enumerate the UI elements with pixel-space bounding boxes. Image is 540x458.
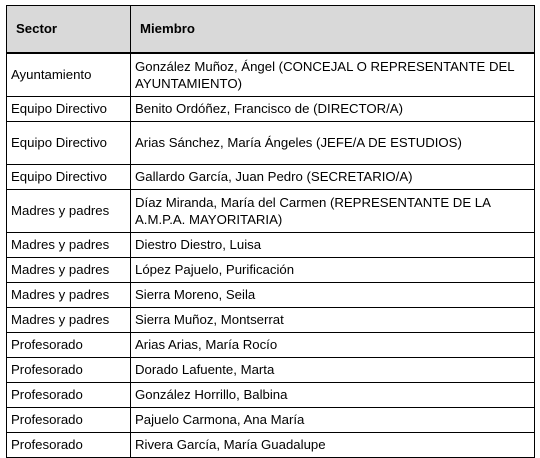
table-row xyxy=(7,408,535,433)
cell-sector: Profesorado xyxy=(7,358,131,383)
members-table xyxy=(6,5,535,458)
table-row xyxy=(7,383,535,408)
cell-miembro: Gallardo García, Juan Pedro (SECRETARIO/A) xyxy=(131,165,535,190)
cell-sector: Madres y padres xyxy=(7,308,131,333)
cell-miembro: Rivera García, María Guadalupe xyxy=(131,433,535,458)
cell-miembro: Díaz Miranda, María del Carmen (REPRESENTANTE DE LA A.M.P.A. MAYORITARIA) xyxy=(131,190,535,233)
cell-sector: Equipo Directivo xyxy=(7,97,131,122)
table-row xyxy=(7,283,535,308)
cell-sector: Ayuntamiento xyxy=(7,53,131,97)
cell-sector: Madres y padres xyxy=(7,258,131,283)
cell-sector: Profesorado xyxy=(7,408,131,433)
table-row xyxy=(7,190,535,233)
column-header-sector: Sector xyxy=(7,6,131,54)
cell-sector: Equipo Directivo xyxy=(7,122,131,165)
table-row xyxy=(7,258,535,283)
cell-sector: Madres y padres xyxy=(7,233,131,258)
members-table-container xyxy=(6,5,534,458)
cell-miembro: Sierra Moreno, Seila xyxy=(131,283,535,308)
table-row xyxy=(7,333,535,358)
cell-sector: Madres y padres xyxy=(7,190,131,233)
cell-miembro: Sierra Muñoz, Montserrat xyxy=(131,308,535,333)
cell-miembro: Diestro Diestro, Luisa xyxy=(131,233,535,258)
table-row xyxy=(7,433,535,458)
cell-miembro: Pajuelo Carmona, Ana María xyxy=(131,408,535,433)
table-row xyxy=(7,97,535,122)
table-row xyxy=(7,53,535,97)
cell-miembro: Arias Arias, María Rocío xyxy=(131,333,535,358)
table-row xyxy=(7,122,535,165)
cell-sector: Profesorado xyxy=(7,383,131,408)
cell-sector: Profesorado xyxy=(7,333,131,358)
table-row xyxy=(7,308,535,333)
column-header-miembro: Miembro xyxy=(131,6,535,54)
cell-miembro: Arias Sánchez, María Ángeles (JEFE/A DE ESTUDIOS) xyxy=(131,122,535,165)
cell-miembro: Benito Ordóñez, Francisco de (DIRECTOR/A) xyxy=(131,97,535,122)
table-row xyxy=(7,165,535,190)
table-row xyxy=(7,233,535,258)
cell-sector: Madres y padres xyxy=(7,283,131,308)
cell-miembro: González Muñoz, Ángel (CONCEJAL O REPRESENTANTE DEL AYUNTAMIENTO) xyxy=(131,53,535,97)
cell-miembro: López Pajuelo, Purificación xyxy=(131,258,535,283)
cell-sector: Profesorado xyxy=(7,433,131,458)
table-row xyxy=(7,358,535,383)
table-header-row xyxy=(7,6,535,54)
cell-sector: Equipo Directivo xyxy=(7,165,131,190)
cell-miembro: González Horrillo, Balbina xyxy=(131,383,535,408)
cell-miembro: Dorado Lafuente, Marta xyxy=(131,358,535,383)
